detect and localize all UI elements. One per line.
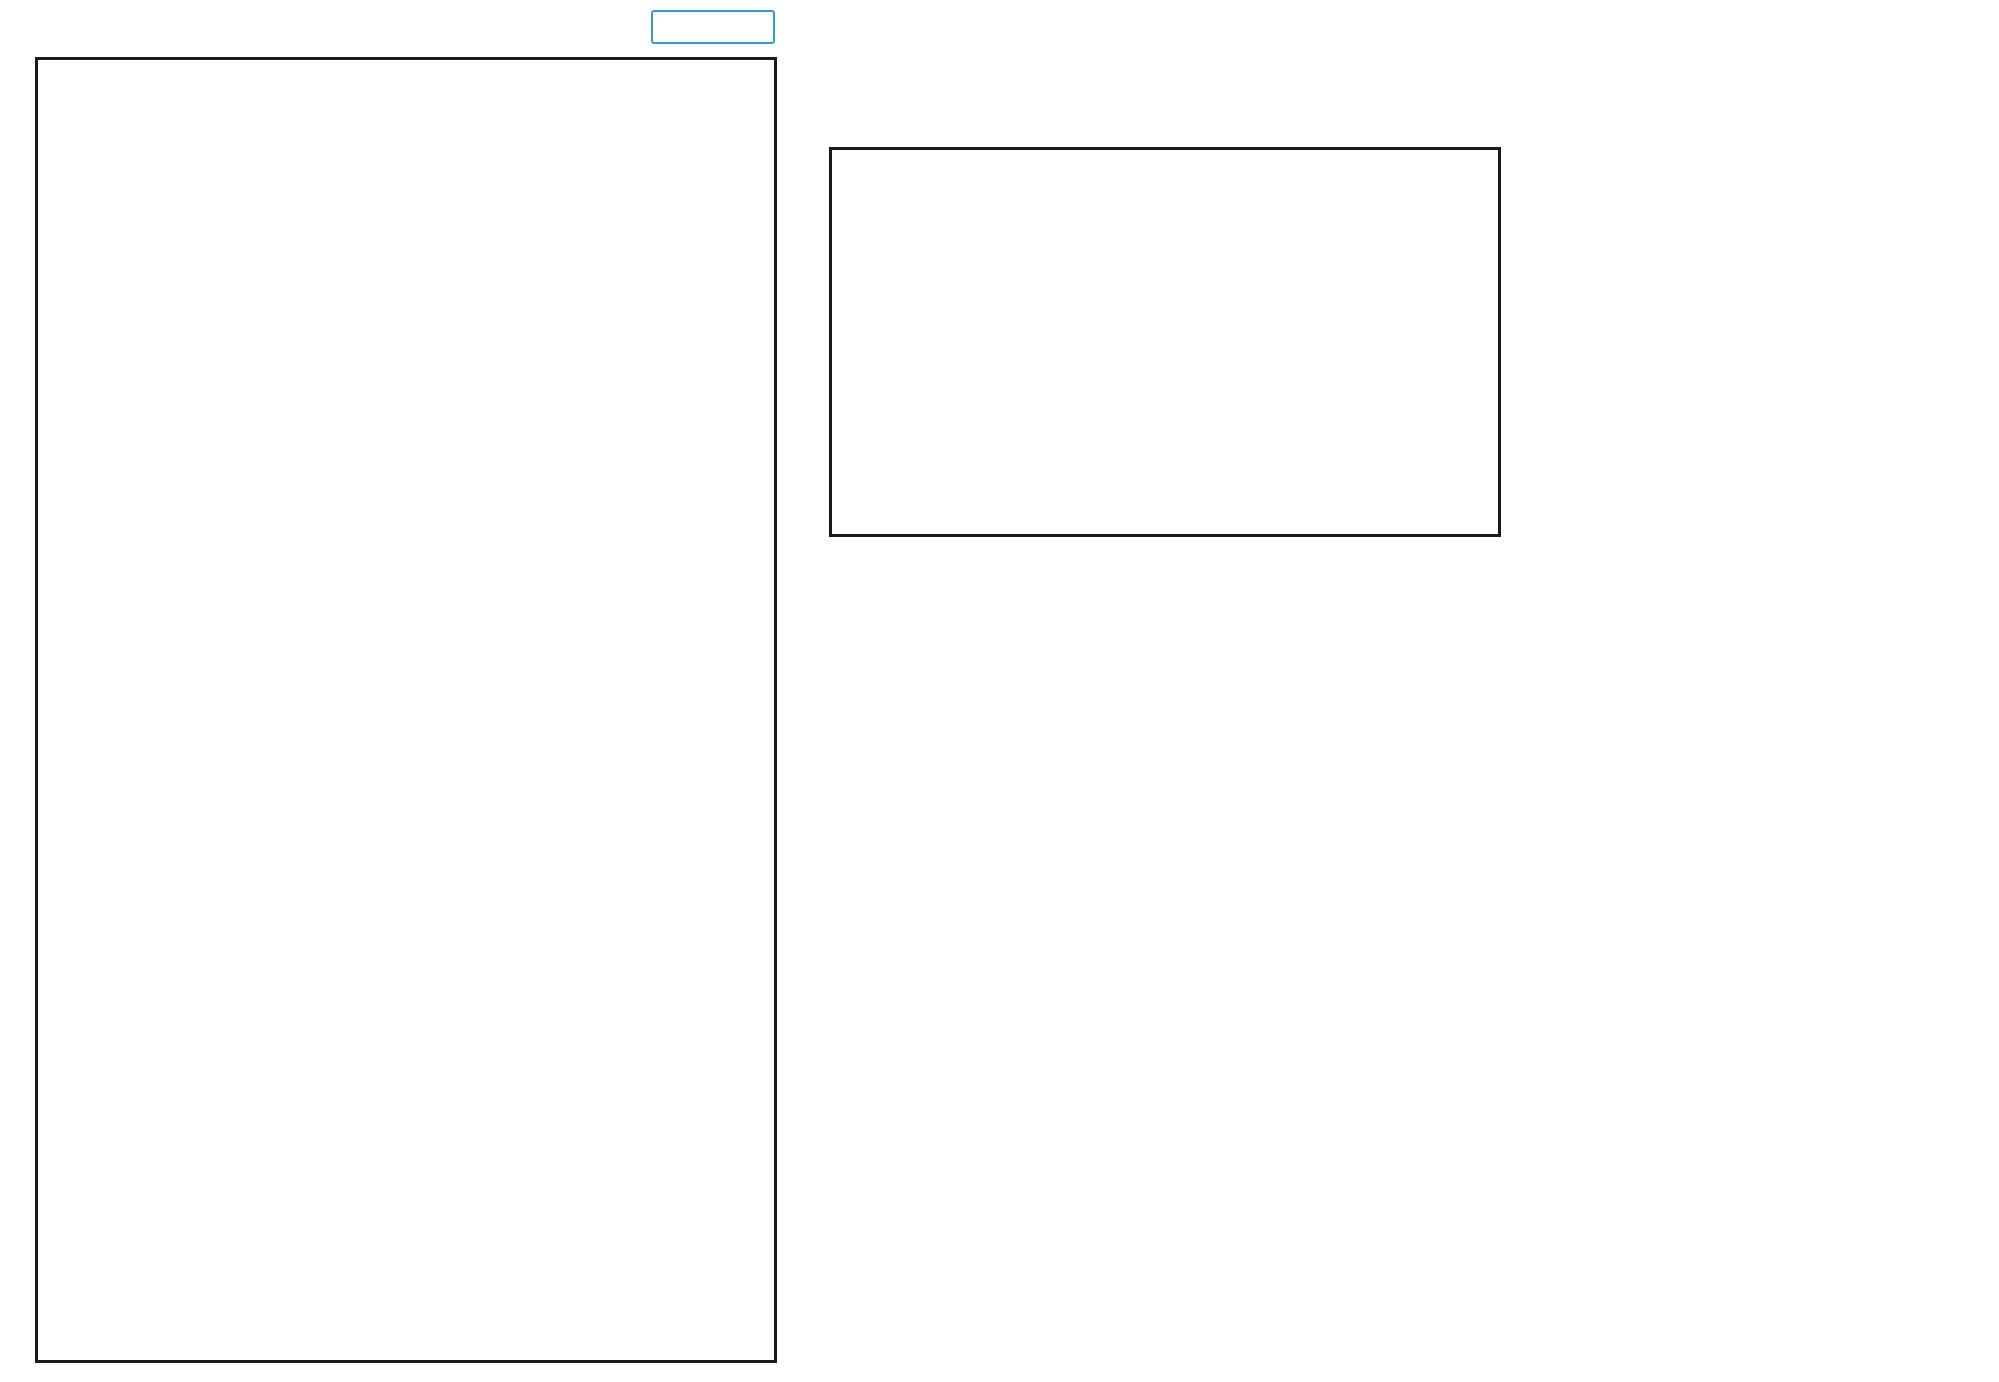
example-table (829, 147, 1501, 537)
price-table (35, 57, 777, 1363)
made-to-order-badge (651, 10, 775, 44)
railing-diagram (830, 560, 1990, 1130)
